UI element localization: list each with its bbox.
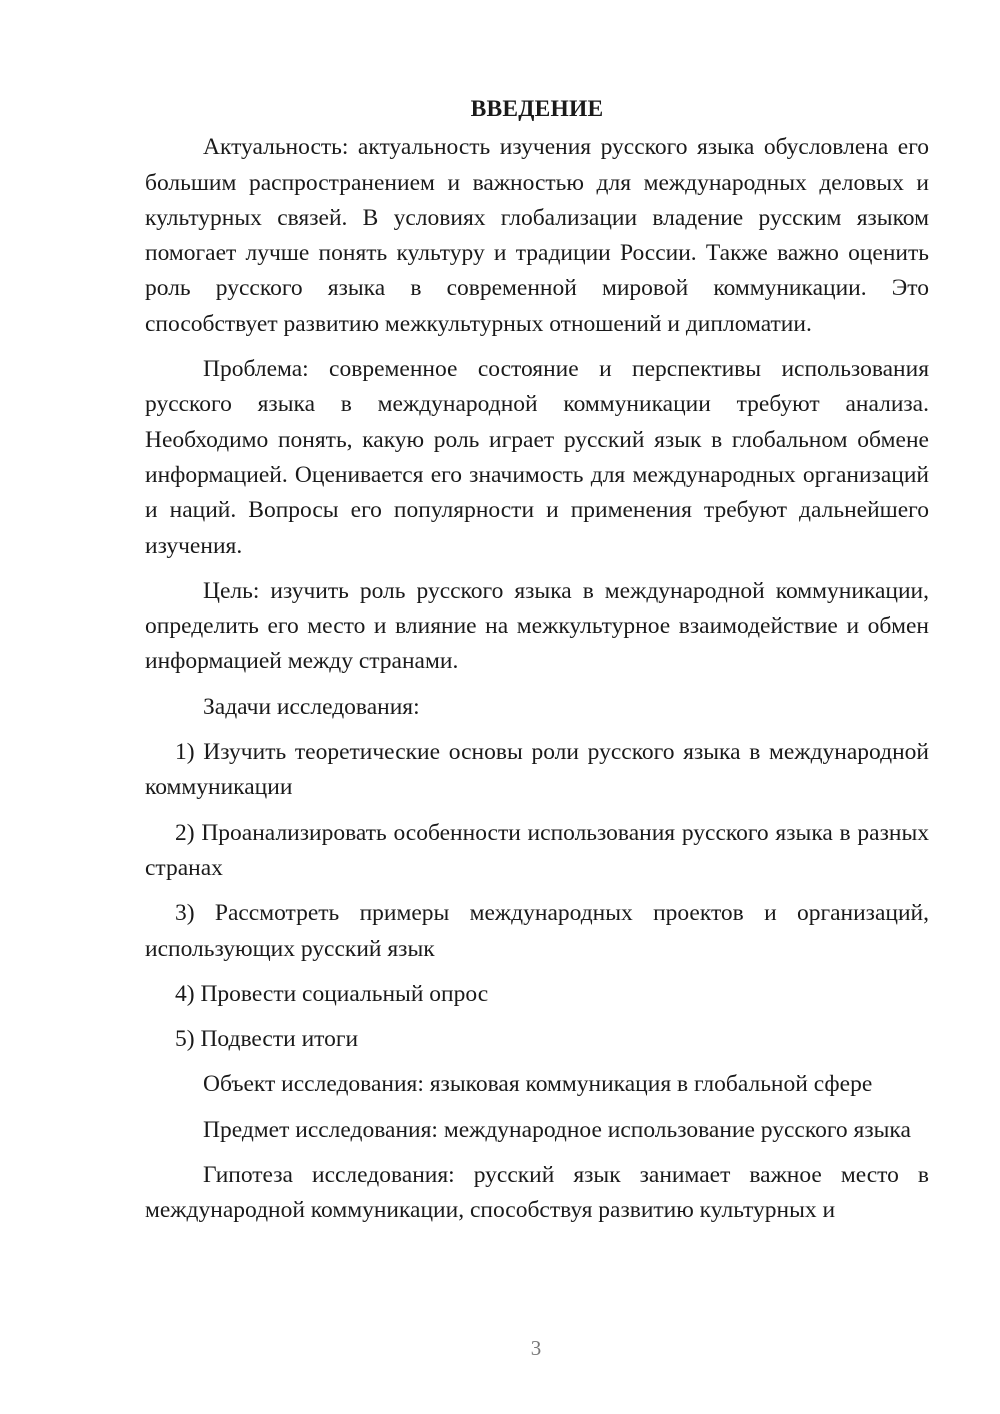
page-number: 3: [530, 1336, 542, 1360]
relevance-paragraph: Актуальность: актуальность изучения русского языка обусловлена его большим распространением и важностью для международных деловых и культурных связей. В условиях глобализации владение русским языком помогает лучше понять культуру и традиции России. Также важно оценить роль русского языка в современной мировой коммуникации. Это способствует развитию межкультурных отношений и дипломатии.: [145, 134, 929, 337]
task-item: 2) Проанализировать особенности использования русского языка в разных странах: [145, 819, 929, 881]
page-body: [145, 92, 929, 1239]
task-item: 3) Рассмотреть примеры международных проектов и организаций, использующих русский язык: [145, 900, 929, 962]
hypothesis-paragraph: Гипотеза исследования: русский язык занимает важное место в международной коммуникации, способствуя развитию культурных и: [145, 1162, 929, 1224]
tasks-title: Задачи исследования:: [203, 693, 420, 720]
task-item: 1) Изучить теоретические основы роли русского языка в международной коммуникации: [145, 739, 929, 801]
task-item: 4) Провести социальный опрос: [175, 980, 489, 1007]
goal-paragraph: Цель: изучить роль русского языка в международной коммуникации, определить его место и влияние на межкультурное взаимодействие и обмен информацией между странами.: [145, 577, 929, 675]
subject-paragraph: Предмет исследования: международное использование русского языка: [203, 1116, 911, 1143]
problem-paragraph: Проблема: современное состояние и перспективы использования русского языка в международной коммуникации требуют анализа. Необходимо понять, какую роль играет русский язык в глобальном обмене информацией. Оценивается его значимость для международных организаций и наций. Вопросы его популярности и применения требуют дальнейшего изучения.: [145, 356, 929, 559]
page-heading: ВВЕДЕНИЕ: [470, 96, 604, 122]
task-item: 5) Подвести итоги: [175, 1026, 359, 1053]
object-paragraph: Объект исследования: языковая коммуникация в глобальной сфере: [203, 1071, 873, 1098]
